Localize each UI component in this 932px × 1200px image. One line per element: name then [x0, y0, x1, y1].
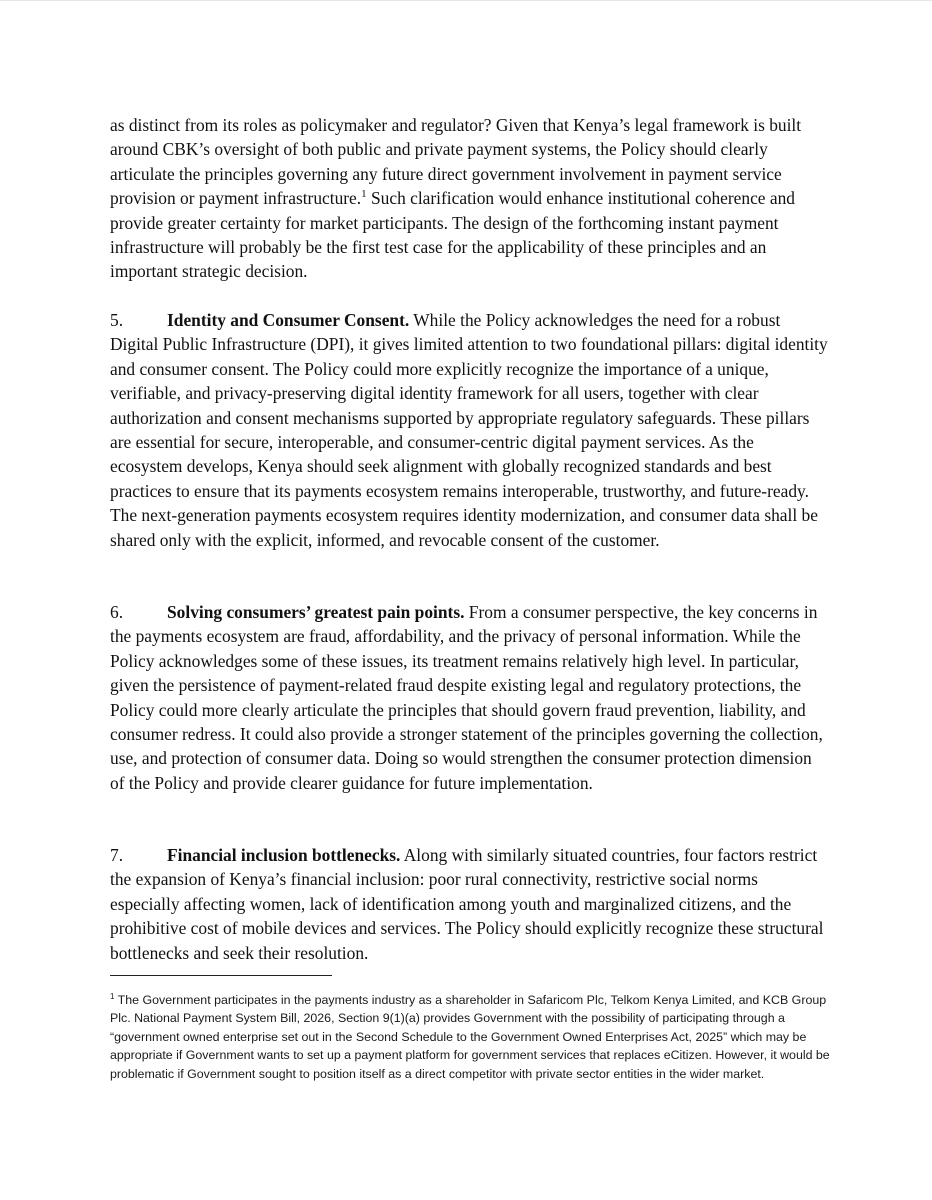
- footnote-separator: [110, 975, 332, 976]
- paragraph-heading: Financial inclusion bottlenecks.: [167, 845, 401, 865]
- paragraph-6: [110, 600, 828, 795]
- paragraph-text: Along with similarly situated countries, four factors restrict the expansion of Kenya’s financial inclusion: poor rural connectivity, restrictive social norms especially affecting women, lack of identification among youth and marginalized citizens, and the prohibitive cost of mobile devices and services. The Policy should explicitly recognize these structural bottlenecks and seek their resolution.: [110, 845, 824, 963]
- intro-text-after: Such clarification would enhance institutional coherence and provide greater certainty for market participants. The design of the forthcoming instant payment infrastructure will probably be the first test case for the applicability of these principles and an important strategic decision.: [110, 188, 795, 282]
- paragraph-number: 7.: [110, 845, 124, 865]
- footnote-1: [110, 991, 832, 1083]
- paragraph-text: While the Policy acknowledges the need for a robust Digital Public Infrastructure (DPI), it gives limited attention to two foundational pillars: digital identity and consumer consent. The Policy could more explicitly recognize the importance of a unique, verifiable, and privacy-preserving digital identity framework for all users, together with clear authorization and consent mechanisms supported by appropriate regulatory safeguards. These pillars are essential for secure, interoperable, and consumer-centric digital payment services. As the ecosystem develops, Kenya should seek alignment with globally recognized standards and best practices to ensure that its payments ecosystem remains interoperable, trustworthy, and future-ready. The next-generation payments ecosystem requires identity modernization, and consumer data shall be shared only with the explicit, informed, and revocable consent of the customer.: [110, 310, 828, 550]
- paragraph-5: [110, 308, 828, 552]
- paragraph-heading: Solving consumers’ greatest pain points.: [167, 602, 465, 622]
- footnote-marker: 1: [110, 991, 115, 1001]
- paragraph-intro: [110, 113, 828, 284]
- paragraph-text: From a consumer perspective, the key concerns in the payments ecosystem are fraud, affordability, and the privacy of personal information. While the Policy acknowledges some of these issues, its treatment remains relatively high level. In particular, given the persistence of payment-related fraud despite existing legal and regulatory protections, the Policy could more clearly articulate the principles that should govern fraud prevention, liability, and consumer redress. It could also provide a stronger statement of the principles governing the collection, use, and protection of consumer data. Doing so would strengthen the consumer protection dimension of the Policy and provide clearer guidance for future implementation.: [110, 602, 823, 793]
- footnote-reference: 1: [361, 188, 367, 201]
- paragraph-7: [110, 843, 828, 965]
- paragraph-number: 6.: [110, 602, 124, 622]
- paragraph-heading: Identity and Consumer Consent.: [167, 310, 410, 330]
- paragraph-number: 5.: [110, 310, 124, 330]
- footnote-text: The Government participates in the payments industry as a shareholder in Safaricom Plc, Telkom Kenya Limited, and KCB Group Plc. National Payment System Bill, 2026, Section 9(1)(a) provides Government with the possibility of participating through a “government owned enterprise set out in the Second Schedule to the Government Owned Enterprises Act, 2025” which may be appropriate if Government wants to set up a payment platform for government services that replaces eCitizen. However, it would be problematic if Government sought to position itself as a direct competitor with private sector entities in the wider market.: [110, 993, 830, 1081]
- intro-text-before: as distinct from its roles as policymaker and regulator? Given that Kenya’s legal framework is built around CBK’s oversight of both public and private payment systems, the Policy should clearly articulate the principles governing any future direct government involvement in payment service provision or payment infrastructure.: [110, 115, 802, 209]
